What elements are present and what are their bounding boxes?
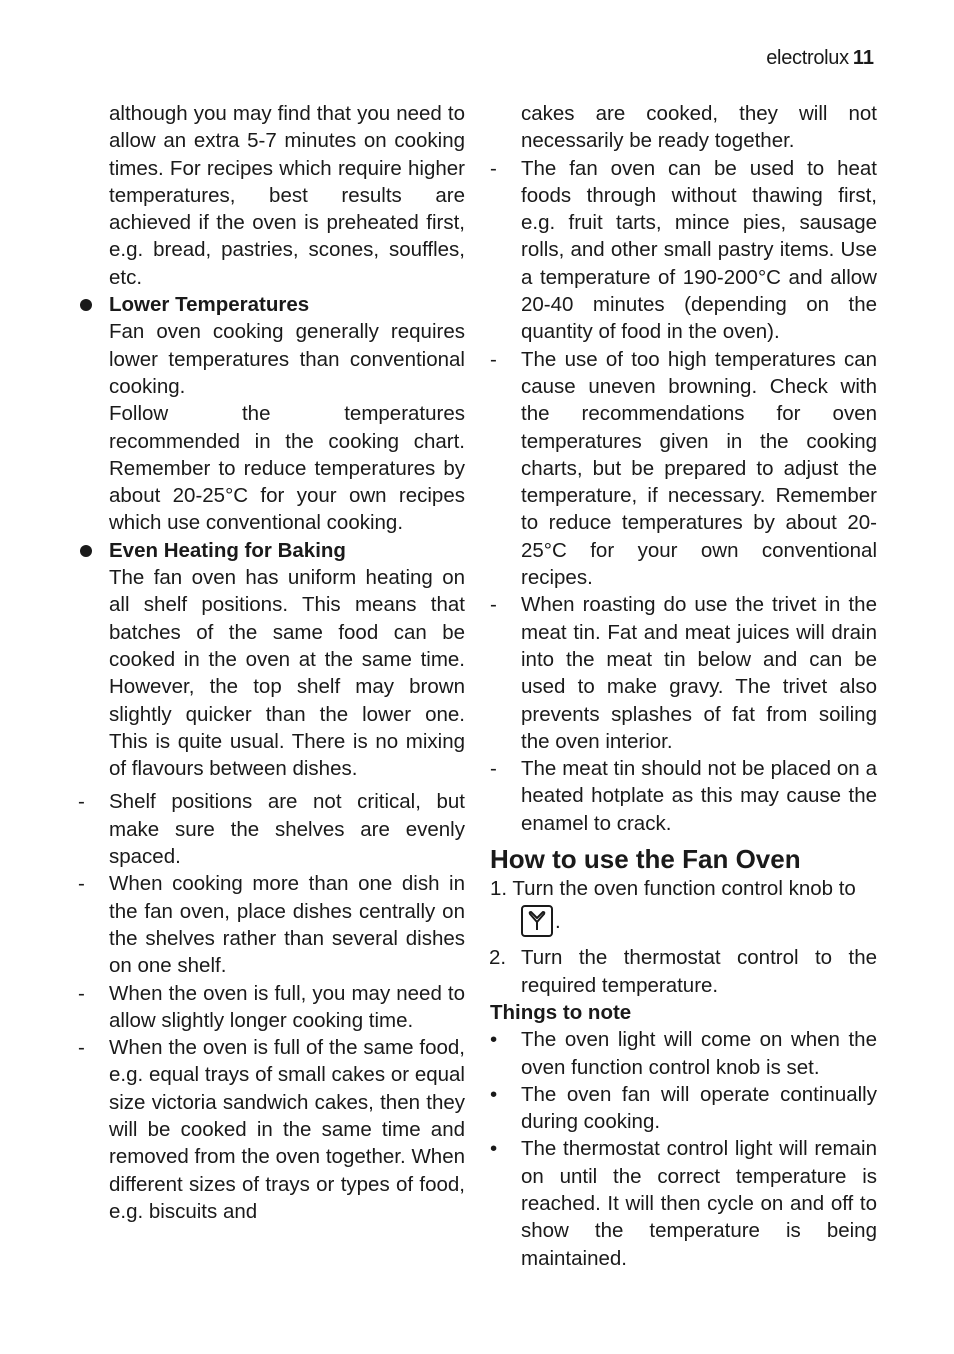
dash-marker: - (490, 347, 497, 371)
list-item-text: The meat tin should not be placed on a heated hotplate as this may cause the enamel to crack. (521, 757, 877, 835)
step-2-number: 2. (489, 946, 507, 970)
list-item-text: When the oven is full of the same food, e.g. equal trays of small cakes or equal size victoria sandwich cakes, then they will be cooked in the same time and removed from the oven together. When different sizes of trays or types of food, e.g. biscuits and (109, 1036, 465, 1223)
list-item-text: When the oven is full, you may need to allow slightly longer cooking time. (109, 981, 465, 1032)
continuation-paragraph: cakes are cooked, they will not necessarily be ready together. (521, 102, 877, 153)
bullet-icon: • (490, 1137, 498, 1161)
list-item-text: The oven fan will operate continually during cooking. (521, 1082, 877, 1134)
even-heating-title: Even Heating for Baking (109, 538, 346, 562)
even-heating-section (109, 537, 465, 783)
lower-temperatures-section (109, 291, 465, 537)
list-item (490, 1135, 877, 1271)
step-2 (489, 944, 877, 999)
list-item (490, 591, 877, 755)
list-item (78, 788, 465, 870)
list-item (490, 755, 877, 837)
step-1-text: 1. Turn the oven function control knob to (490, 877, 856, 901)
list-item-text: When roasting do use the trivet in the meat tin. Fat and meat juices will drain into the meat tin below and can be used to make gravy. The trivet also prevents splashes of fat from soiling the oven interior. (521, 593, 877, 753)
lower-temperatures-text-2: Follow the temperatures recommended in the cooking chart. Remember to reduce temperatures by about 20-25°C for your own recipes which use conventional cooking. (109, 402, 465, 535)
fan-icon-line (521, 902, 877, 944)
list-item (78, 870, 465, 979)
list-item-text: When cooking more than one dish in the fan oven, place dishes centrally on the shelves rather than several dishes on one shelf. (109, 872, 465, 978)
dash-marker: - (78, 1036, 85, 1060)
fan-symbol-icon (521, 905, 553, 937)
list-item-text: The oven light will come on when the oven function control knob is set. (521, 1028, 877, 1079)
brand-name: electrolux (766, 47, 849, 69)
bullet-icon: • (490, 1028, 498, 1052)
list-item (490, 155, 877, 346)
step-1-end: . (555, 910, 561, 934)
list-item-text: The fan oven can be used to heat foods through without thawing first, e.g. fruit tarts, mince pies, sausage rolls, and other small pastry items. Use a temperature of 190-200°C and allow 20-40 minutes (depending on the quantity of food in the oven). (521, 156, 877, 344)
page-number: 11 (852, 47, 874, 69)
list-item (490, 1026, 877, 1081)
list-item (78, 980, 465, 1035)
dash-marker: - (490, 757, 497, 781)
list-item (78, 1034, 465, 1225)
right-column (489, 100, 877, 1272)
things-to-note-heading: Things to note (490, 1000, 632, 1024)
intro-paragraph: although you may find that you need to allow an extra 5-7 minutes on cooking times. For recipes which require higher temperatures, best results are achieved if the oven is preheated first, e.g. bread, pastries, scones, souffles, etc. (109, 102, 465, 289)
dash-marker: - (78, 790, 85, 814)
list-item-text: Shelf positions are not critical, but make sure the shelves are evenly spaced. (109, 790, 465, 869)
page-header (766, 44, 874, 72)
step-2-text: Turn the thermostat control to the required temperature. (521, 946, 877, 997)
list-item (490, 1081, 877, 1136)
list-item-text: The thermostat control light will remain on until the correct temperature is reached. It will then cycle on and off to show the temperature is being maintained. (521, 1137, 877, 1270)
list-item (490, 346, 877, 592)
bullet-icon (80, 299, 92, 311)
list-item-text: The use of too high temperatures can cause uneven browning. Check with the recommendations for oven temperatures given in the cooking charts, but be prepared to adjust the temperature, if necessary. Remember to reduce temperatures by about 20-25°C for your own conventional recipes. (521, 347, 877, 590)
dash-marker: - (78, 981, 85, 1005)
lower-temperatures-title: Lower Temperatures (109, 293, 310, 317)
bullet-icon (80, 545, 92, 557)
bullet-icon: • (490, 1082, 498, 1106)
lower-temperatures-text-1: Fan oven cooking generally requires lower temperatures than conventional cooking. (109, 320, 465, 398)
left-column (78, 100, 465, 1225)
dash-marker: - (78, 872, 85, 896)
dash-marker: - (490, 156, 497, 180)
section-heading: How to use the Fan Oven (490, 844, 801, 875)
dash-marker: - (490, 593, 497, 617)
even-heating-text: The fan oven has uniform heating on all shelf positions. This means that batches of the same food can be cooked in the oven at the same time. However, the top shelf may brown slightly quicker than the lower one. This is quite usual. There is no mixing of flavours between dishes. (109, 566, 465, 781)
